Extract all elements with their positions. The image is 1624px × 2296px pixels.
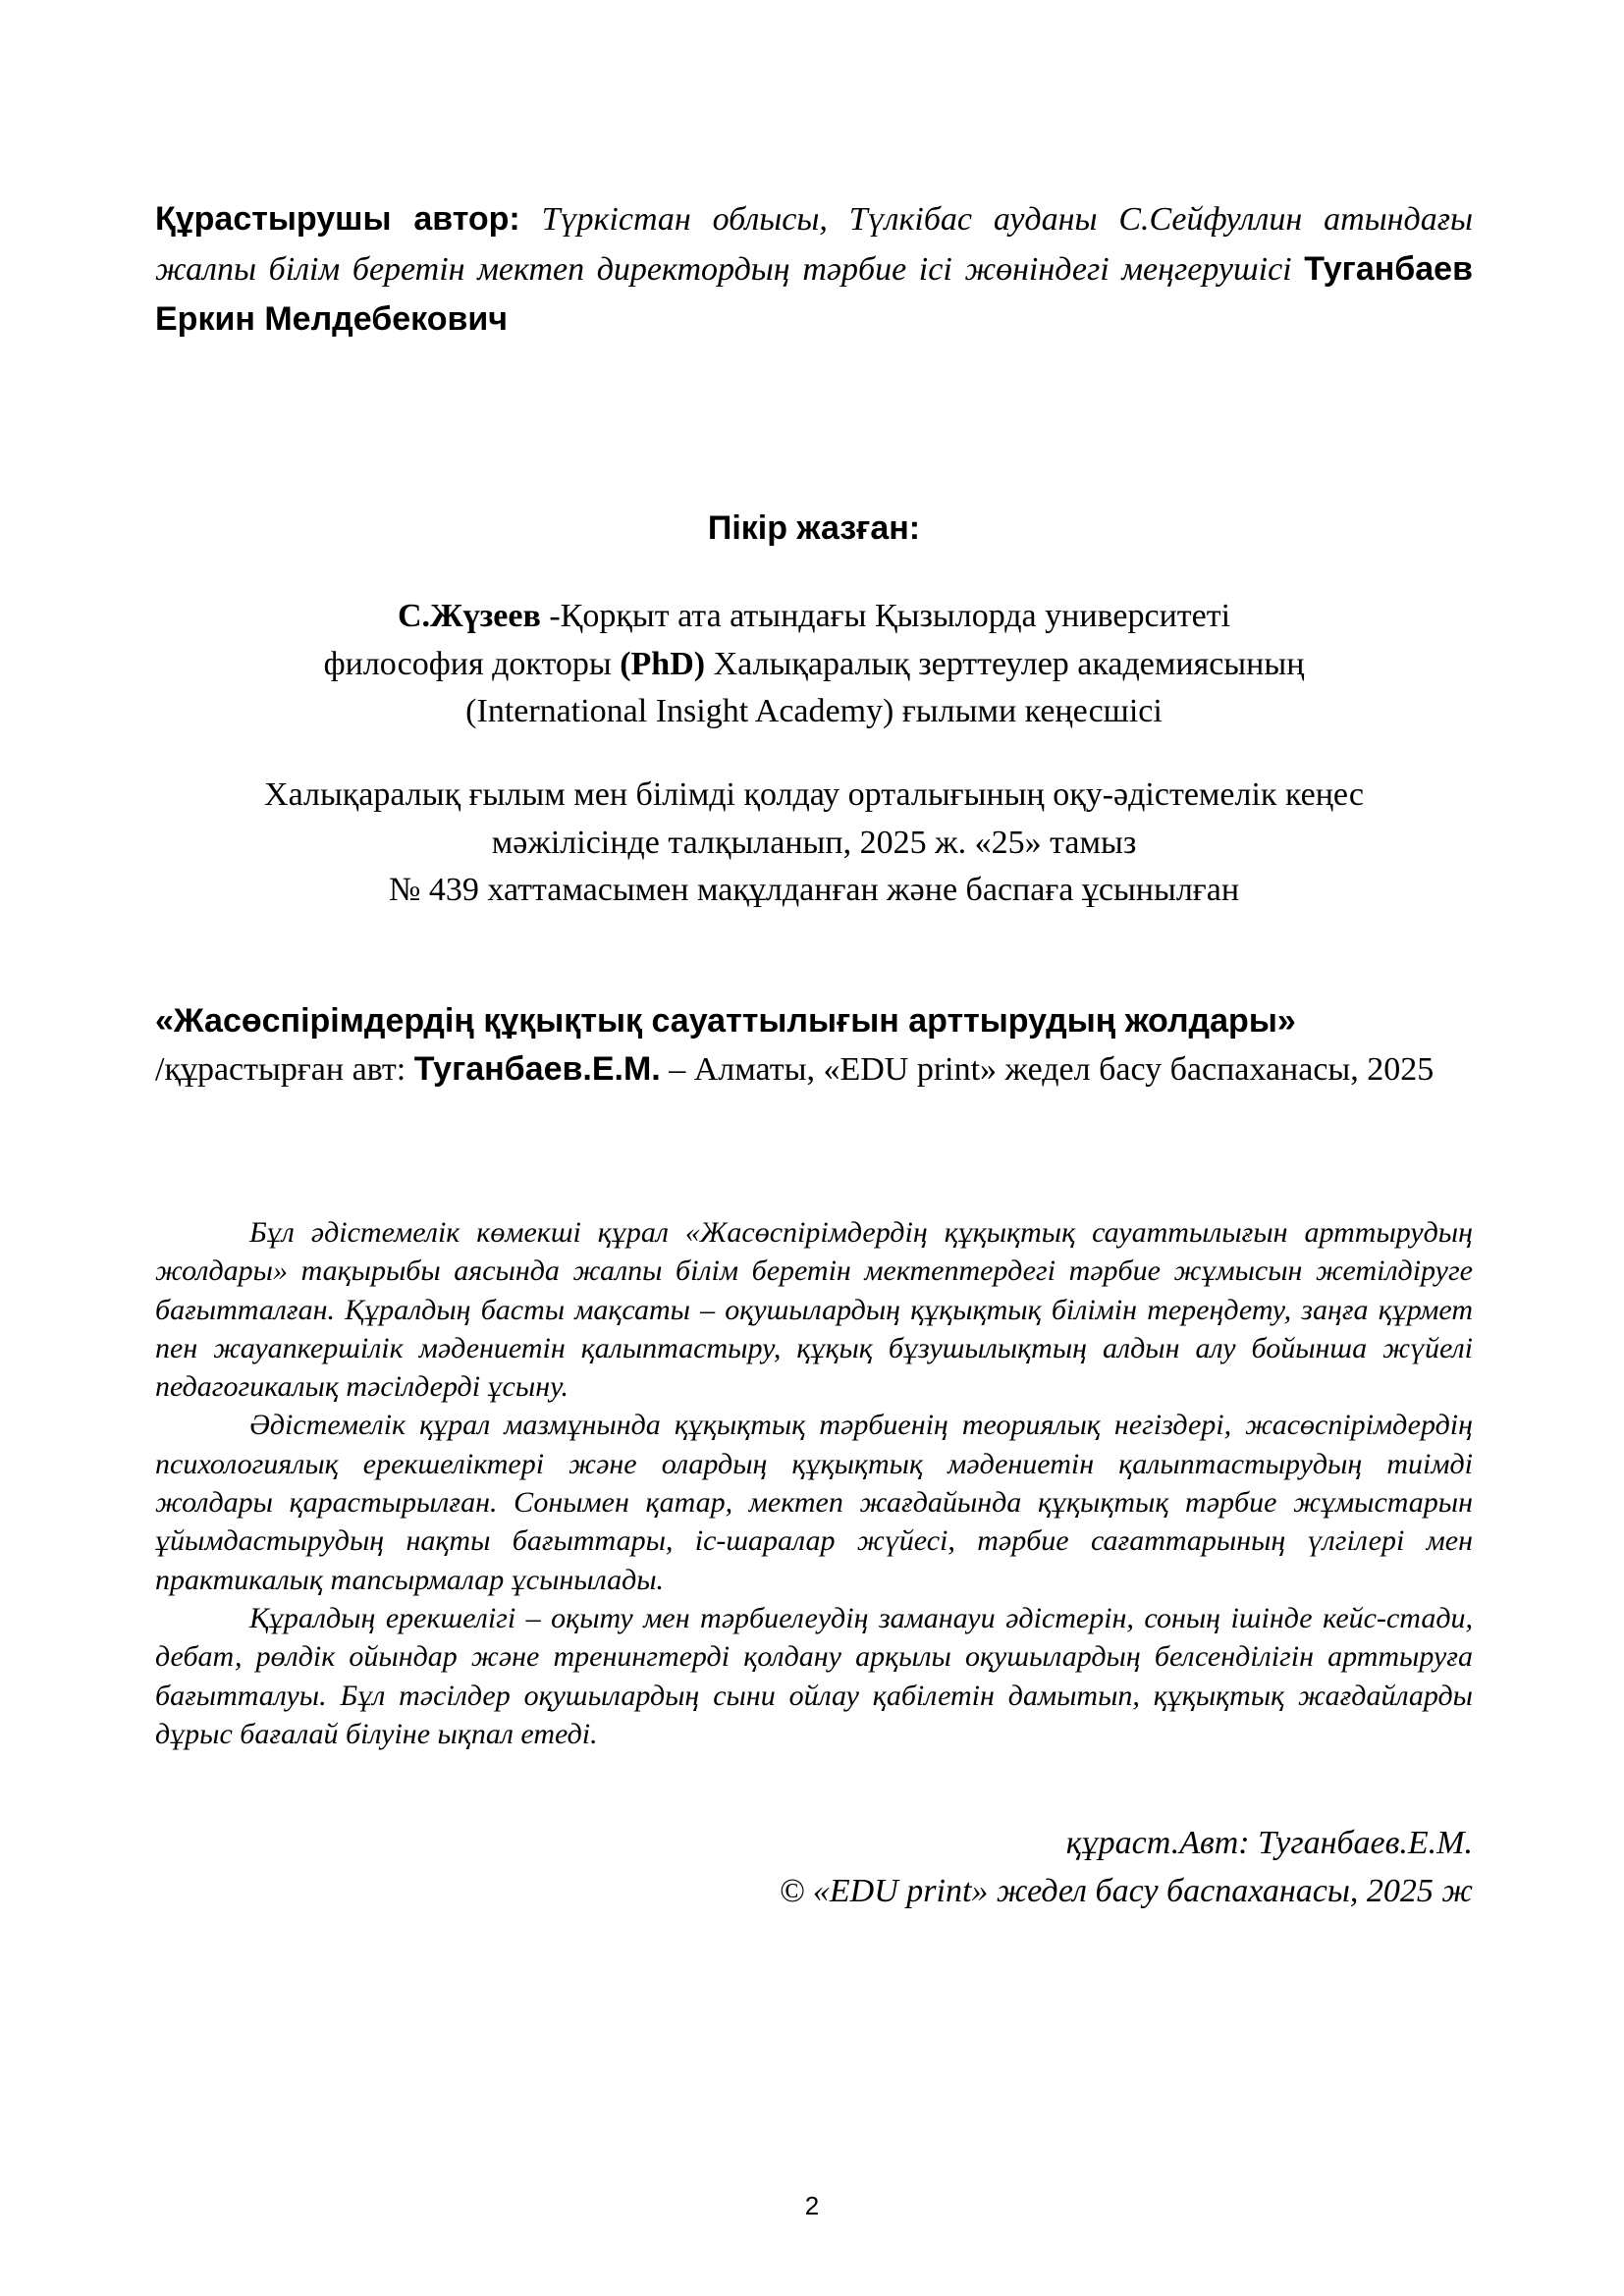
reviewer-block [155,593,1473,736]
approval-block [155,772,1473,915]
reviewer-line-2 [155,641,1473,689]
abstract-paragraph: Бұл әдістемелік көмекші құрал «Жасөспірімдердің құқықтық сауаттылығын арттырудың жолдары» тақырыбы аясында жалпы білім беретін мектептердегі тәрбие жұмысын жетілдіруге бағытталған. Құралдың басты мақсаты – оқушылардың құқықтық білімін тереңдету, заңға құрмет пен жауапкершілік мәдениетін қалыптастыру, құқық бұзушылықтың алдын алу бойынша жүйелі педагогикалық тәсілдерді ұсыну. [155,1216,1473,1404]
reviewer-line-3: (International Insight Academy) ғылыми кеңесшісі [465,693,1163,730]
approval-line-3: № 439 хаттамасымен мақұлданған және баспаға ұсынылған [388,872,1240,909]
reviewer-name: С.Жүзеев [397,598,541,634]
abstract-paragraph: Әдістемелік құрал мазмұнында құқықтық тәрбиенің теориялық негіздері, жасөспірімдердің психологиялық ерекшеліктері және олардың құқықтық мәдениетін қалыптастырудың тиімді жолдары қарастырылған. Сонымен қатар, мектеп жағдайында құқықтық тәрбие жұмыстарын ұйымдастырудың нақты бағыттары, іс-шаралар жүйесі, тәрбие сағаттарының үлгілері мен практикалық тапсырмалар ұсынылады. [155,1409,1473,1596]
author-name: Туганбаев Еркин Мелдебекович [155,250,1473,338]
book-title: «Жасөспірімдердің құқықтық сауаттылығын арттырудың жолдары» [155,1002,1296,1040]
signature-copyright: © «EDU print» жедел басу баспаханасы, 2025 ж [779,1872,1473,1909]
compiled-author: Туганбаев.Е.М. [413,1049,661,1088]
review-title: Пікір жазған: [707,509,921,547]
signature-block [780,1820,1473,1915]
compiled-prefix: /құрастырған авт: [155,1050,406,1088]
author-position: С.Сейфуллин атындағы жалпы білім беретін мектеп директордың тәрбие ісі жөніндегі меңгерушісі [155,201,1474,288]
reviewer-phd: (PhD) [620,645,706,682]
reviewer-degree: философия докторы [323,645,612,682]
abstract-block [155,1213,1473,1753]
approval-line-1: Халықаралық ғылым мен білімді қолдау орталығының оқу-әдістемелік кеңес [264,776,1364,813]
author-location: Түркістан облысы, Түлкібас ауданы [541,201,1098,238]
page-number: 2 [804,2191,820,2220]
bibliography-block [155,997,1473,1094]
signature-author: құраст.Авт: Туганбаев.Е.М. [1065,1825,1473,1861]
abstract-paragraph: Құралдың ерекшелігі – оқыту мен тәрбиелеудің заманауи әдістерін, соның ішінде кейс-стади, дебат, рөлдік ойындар және тренингтерді қолдану арқылы оқушылардың белсенділігін арттыруға бағытталуы. Бұл тәсілдер оқушылардың сыни ойлау қабілетін дамытып, құқықтық жағдайларды дұрыс бағалай білуіне ықпал етеді. [155,1601,1473,1750]
reviewer-line-1 [155,593,1473,641]
reviewer-academy: Халықаралық зерттеулер академиясының [713,645,1305,682]
author-block [155,194,1473,345]
approval-line-2: мәжілісінде талқыланып, 2025 ж. «25» тамыз [491,824,1137,861]
author-label: Құрастырушы автор: [155,200,520,238]
reviewer-affiliation: -Қорқыт ата атындағы Қызылорда университеті [549,598,1231,634]
publisher-info: – Алматы, «EDU print» жедел басу баспаханасы, 2025 [669,1050,1435,1088]
bibliography-details [155,1045,1473,1095]
